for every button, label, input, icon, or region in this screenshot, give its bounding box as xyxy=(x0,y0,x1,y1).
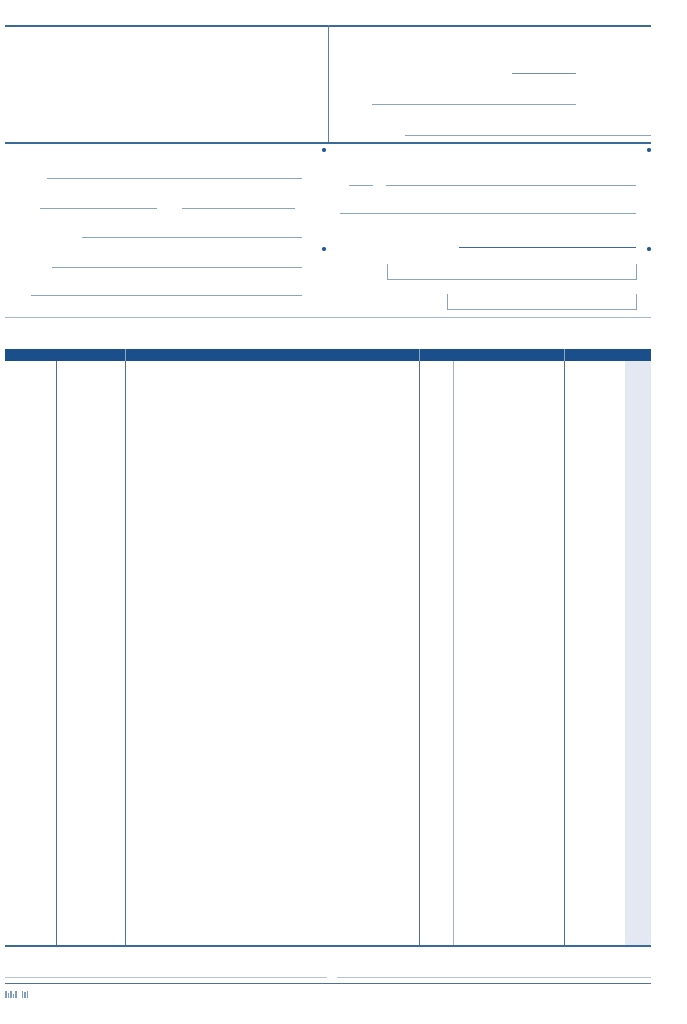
imballo-field[interactable] xyxy=(40,208,157,209)
col-divider-articolo-descrizione xyxy=(125,361,126,946)
recipient-line-2[interactable] xyxy=(340,213,636,214)
spedizione-field[interactable] xyxy=(82,237,302,238)
header-divider xyxy=(328,25,329,142)
recipient-line-1[interactable] xyxy=(386,185,636,186)
conditions-top-rule xyxy=(5,317,651,318)
header-sep xyxy=(125,349,126,361)
header-descrizione xyxy=(125,349,419,361)
recipient-line-3[interactable] xyxy=(459,247,636,248)
register-dot xyxy=(322,247,326,251)
banca-field[interactable] xyxy=(31,295,302,296)
footer-rule xyxy=(5,983,651,984)
committente-signature-field[interactable] xyxy=(337,977,651,978)
alla-casa-field[interactable] xyxy=(405,135,651,136)
cod-fisc-field[interactable] xyxy=(387,264,637,280)
col-divider-quantita-sub xyxy=(453,361,454,946)
header-articolo xyxy=(5,349,125,361)
col-divider-descrizione-quantita xyxy=(419,361,420,946)
register-dot xyxy=(322,148,326,152)
table-header xyxy=(5,349,651,361)
price-cents-shade xyxy=(625,361,651,946)
header-sep xyxy=(419,349,420,361)
produttore-signature-field[interactable] xyxy=(5,977,327,978)
ditta-field[interactable] xyxy=(5,40,325,138)
resa-field[interactable] xyxy=(182,208,295,209)
partita-iva-field[interactable] xyxy=(447,294,637,310)
header-quantita xyxy=(419,349,564,361)
register-dot xyxy=(647,247,651,251)
data-field[interactable] xyxy=(372,104,576,105)
register-dot xyxy=(647,148,651,152)
pagamenti-field[interactable] xyxy=(52,267,302,268)
table-bottom-border xyxy=(5,945,651,947)
col-divider-articolo-sub xyxy=(56,361,57,946)
header-sep xyxy=(564,349,565,361)
consegna-field[interactable] xyxy=(47,178,302,179)
header-bottom-border xyxy=(5,142,651,144)
col-divider-quantita-prezzo xyxy=(564,361,565,946)
brand-logo-icon xyxy=(5,991,28,998)
s-prefix-field[interactable] xyxy=(349,185,373,186)
form-number-field[interactable] xyxy=(512,73,576,74)
conditions-text xyxy=(5,319,651,345)
header-prezzo xyxy=(564,349,651,361)
